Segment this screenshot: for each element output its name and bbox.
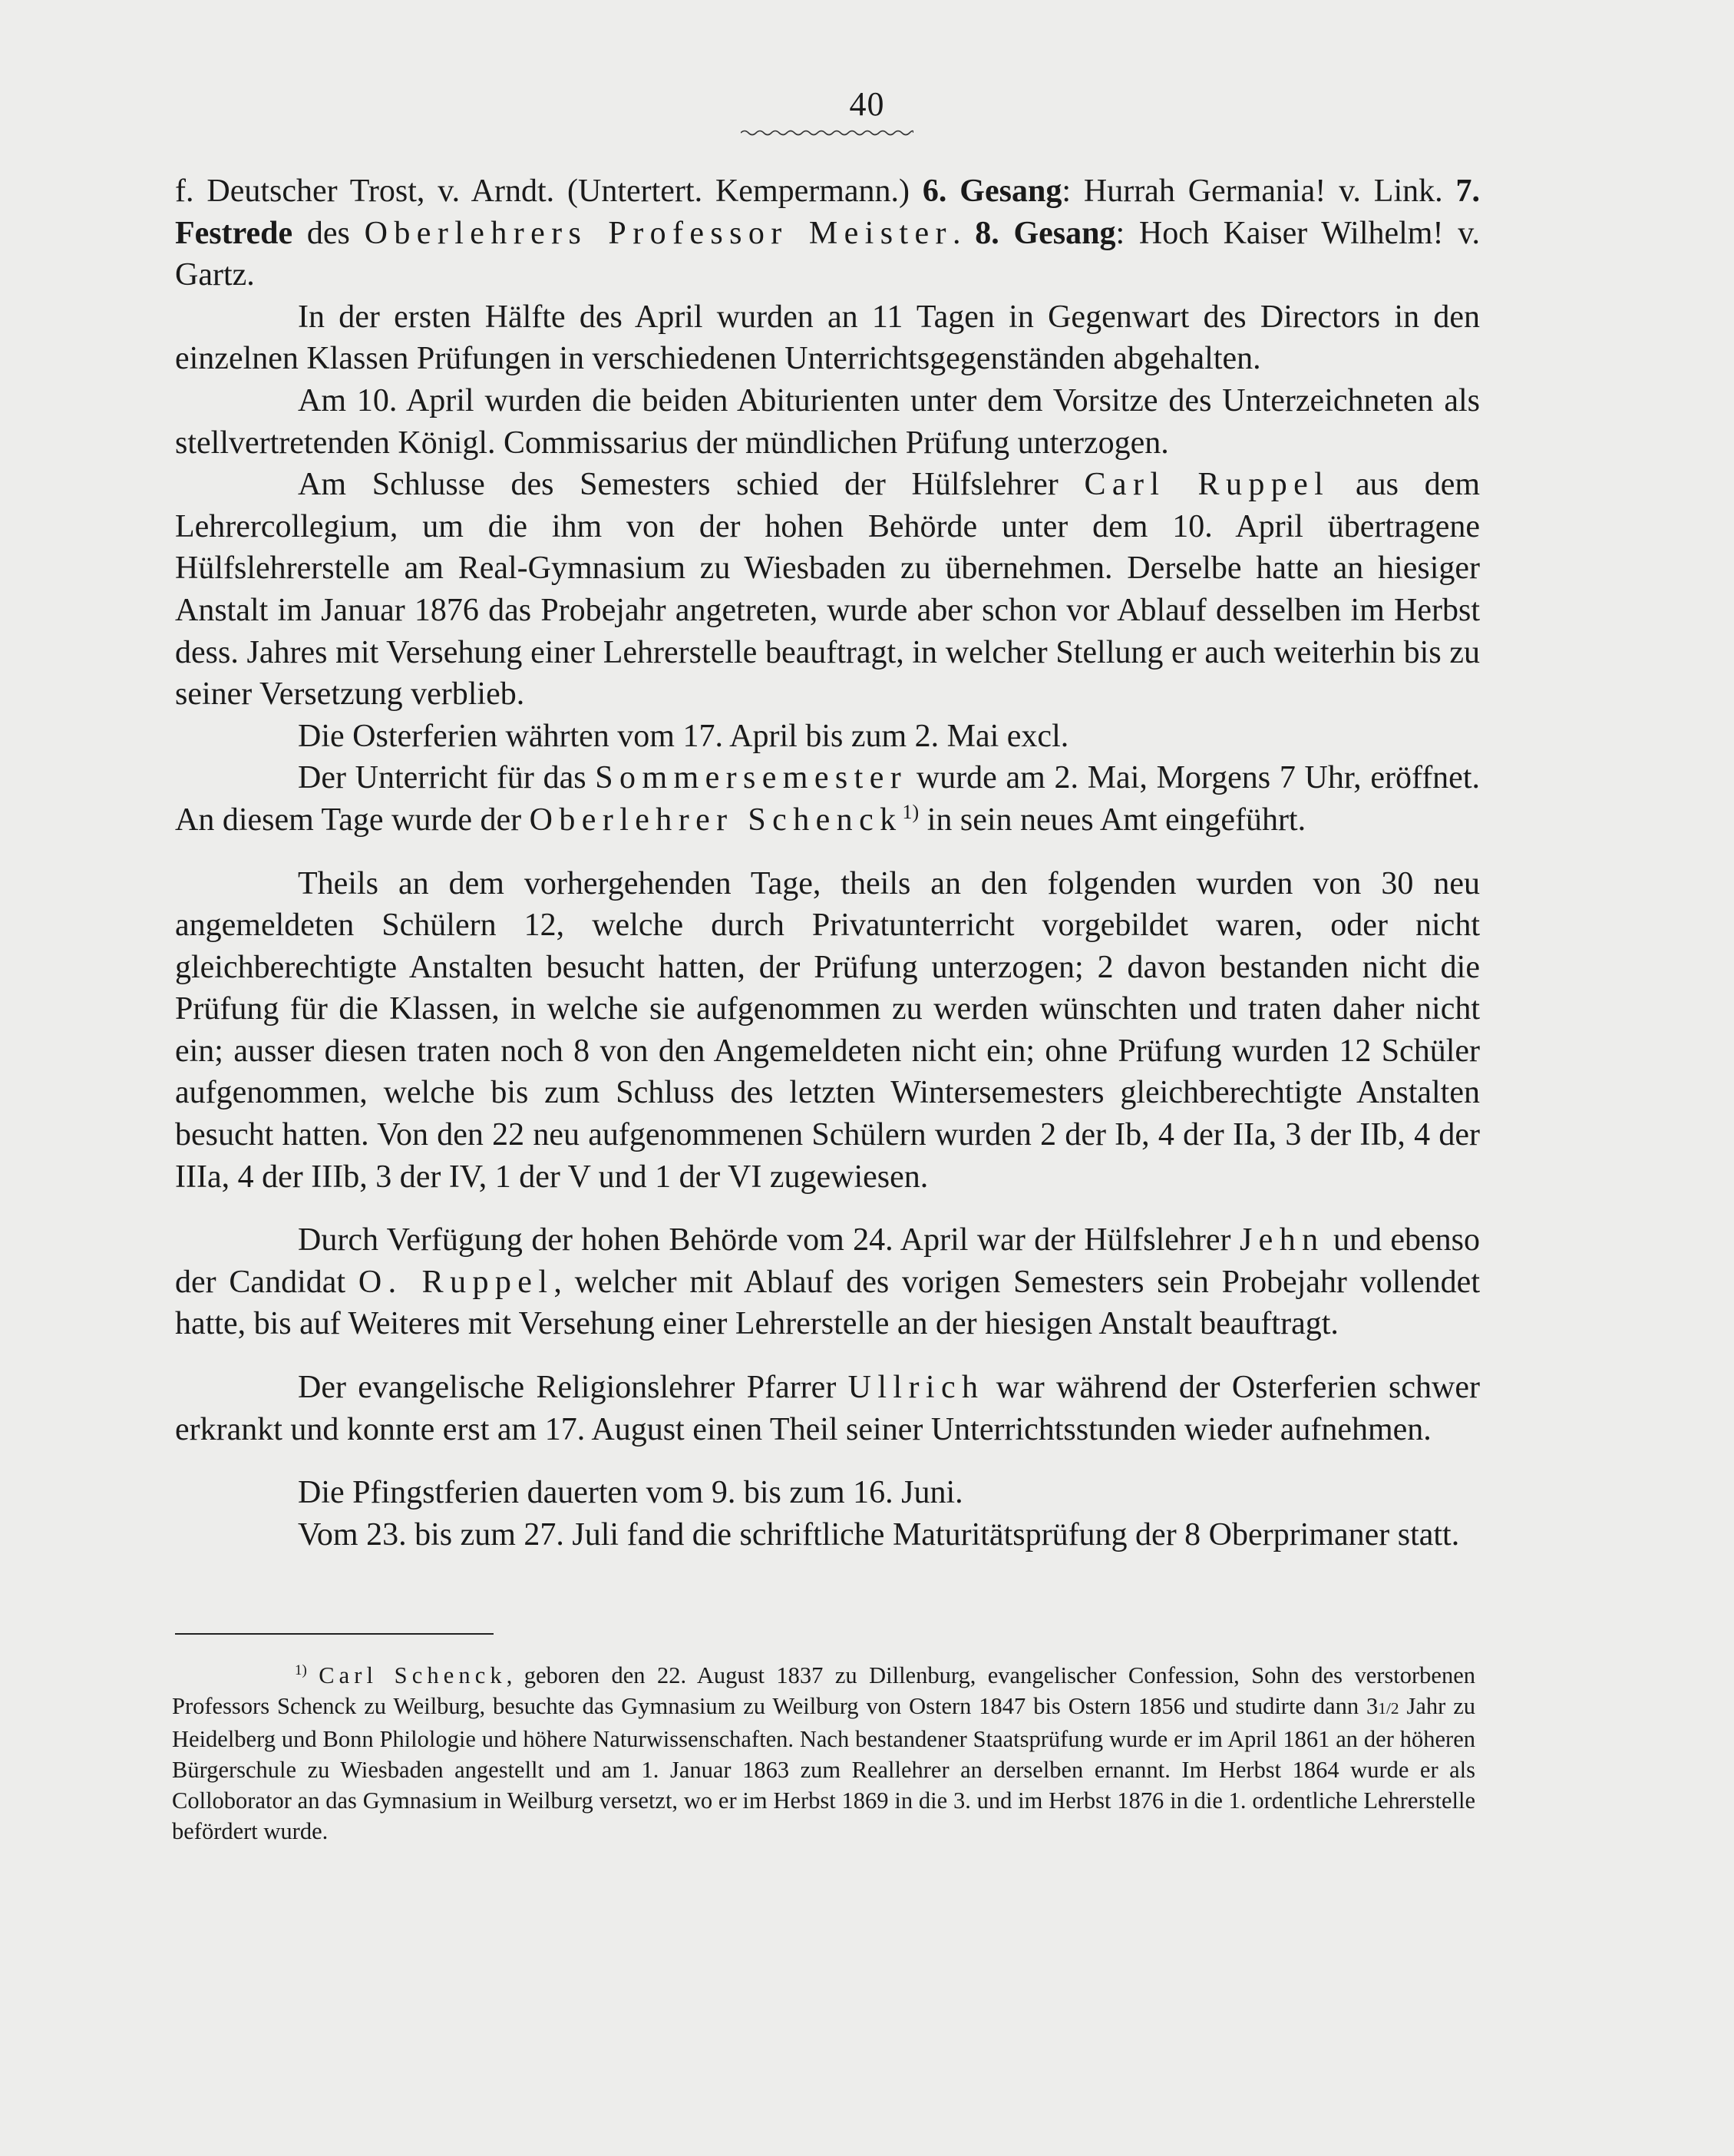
footnote-divider — [175, 1633, 494, 1635]
text-run: Der evangelische Religionslehrer Pfarrer — [298, 1370, 848, 1406]
text-run: war während der Osterferien schwer erkrankt und konnte erst am 17. August einen Theil seiner Unterrichtsstunden wieder aufnehmen. — [175, 1370, 1480, 1447]
text-run: Jahr zu Heidelberg und Bonn Philologie und höhere Naturwissenschaften. Nach bestandener Staatsprüfung wurde er im April 1861 an der höheren Bürgerschule zu Wiesbaden angestellt und am 1. Januar 1863 zum Reallehrer an derselben ernannt. Im Herbst 1864 wurde er als Colloborator an das Gymnasium in Weilburg versetzt, wo er im Herbst 1869 in die 3. und im Herbst 1876 in die 1. ordentliche Lehrerstelle befördert wurde. — [172, 1693, 1475, 1844]
bold-text: 6. Gesang — [922, 174, 1062, 209]
paragraph — [175, 1219, 1480, 1345]
bold-text: 7. Festrede — [175, 174, 1481, 251]
text-run: und ebenso der Candidat — [175, 1222, 1480, 1300]
paragraph — [175, 380, 1480, 464]
spaced-name: Jehn — [1239, 1222, 1325, 1258]
text-run: Vom 23. bis zum 27. Juli fand die schriftliche Maturitätsprüfung der 8 Oberprimaner statt. — [298, 1516, 1460, 1553]
bold-text: 8. Gesang — [975, 215, 1116, 251]
main-text — [175, 170, 1480, 1556]
text-run — [307, 1662, 319, 1688]
text-run: , welcher mit Ablauf des vorigen Semesters sein Probejahr vollendet hatte, bis auf Weiteres mit Versehung einer Lehrerstelle an der hiesigen Anstalt beauftragt. — [175, 1264, 1480, 1342]
footnote-marker: 1) — [295, 1662, 307, 1678]
spaced-name: Carl Ruppel — [1084, 467, 1330, 503]
spaced-name: Oberlehrer Schenck — [529, 802, 903, 838]
text-run: f. Deutscher Trost, v. Arndt. (Untertert. Kempermann.) — [175, 174, 923, 209]
paragraph — [175, 170, 1480, 296]
text-run: Der Unterricht für das — [298, 760, 596, 796]
footnote — [172, 1660, 1475, 1847]
text-run: aus dem Lehrercollegium, um die ihm von der hohen Behörde unter dem 10. April übertragene Hülfslehrerstelle am Real-Gymnasium zu Wiesbaden zu übernehmen. Derselbe hatte an hiesiger Anstalt im Januar 1876 das Probejahr angetreten, wurde aber schon vor Ablauf desselben im Herbst dess. Jahres mit Versehung einer Lehrerstelle beauftragt, in welcher Stellung er auch weiterhin bis zu seiner Versetzung verblieb. — [175, 467, 1480, 713]
paragraph — [175, 464, 1480, 716]
text-run: des — [292, 215, 365, 251]
text-run: in sein neues Amt eingeführt. — [919, 802, 1306, 838]
text-run: Die Pfingstferien dauerten vom 9. bis zum 16. Juni. — [298, 1475, 963, 1511]
paragraph — [175, 757, 1480, 841]
text-run: Am Schlusse des Semesters schied der Hülfslehrer — [298, 467, 1085, 503]
spaced-name: O. Ruppel — [358, 1264, 554, 1300]
page-number: 40 — [849, 85, 885, 123]
spaced-name: Carl Schenck — [319, 1662, 507, 1688]
text-run: . — [952, 215, 976, 251]
spaced-name: Ullrich — [847, 1370, 985, 1406]
footnote-marker: 1) — [902, 800, 920, 823]
spaced-name: Oberlehrers Professor Meister — [364, 215, 953, 251]
text-run: wurde am 2. Mai, Morgens 7 Uhr, eröffnet. An diesem Tage wurde der — [175, 760, 1480, 838]
text-run: : Hurrah Germania! v. Link. — [1062, 174, 1456, 209]
paragraph — [175, 716, 1480, 758]
paragraph — [175, 863, 1480, 1199]
fraction: 1/2 — [1378, 1699, 1399, 1718]
text-run: : Hoch Kaiser Wilhelm! v. Gartz. — [175, 215, 1480, 293]
footnotes — [172, 1660, 1475, 1847]
text-run: Durch Verfügung der hohen Behörde vom 24. April war der Hülfslehrer — [298, 1222, 1240, 1258]
paragraph — [175, 1514, 1480, 1556]
text-run: , geboren den 22. August 1837 zu Dillenburg, evangelischer Confession, Sohn des verstorbenen Professors Schenck zu Weilburg, besuchte das Gymnasium zu Weilburg von Ostern 1847 bis Ostern 1856 und studirte dann 3 — [172, 1662, 1475, 1719]
text-run: Am 10. April wurden die beiden Abiturienten unter dem Vorsitze des Unterzeichneten als stellvertretenden Königl. Commissarius der mündlichen Prüfung unterzogen. — [175, 382, 1480, 461]
paragraph — [175, 1367, 1480, 1450]
decorative-wavy-rule — [741, 129, 913, 137]
text-run: Theils an dem vorhergehenden Tage, theils an den folgenden wurden von 30 neu angemeldeten Schülern 12, welche durch Privatunterricht vorgebildet waren, oder nicht gleichberechtigte Anstalten besucht hatten, der Prüfung unterzogen; 2 davon bestanden nicht die Prüfung für die Klassen, in welche sie aufgenommen zu werden wünschten und traten daher nicht ein; ausser diesen traten noch 8 von den Angemeldeten nicht ein; ohne Prüfung wurden 12 Schüler aufgenommen, welche bis zum Schluss des letzten Wintersemesters gleichberechtigte Anstalten besucht hatten. Von den 22 neu aufgenommenen Schülern wurden 2 der Ib, 4 der IIa, 3 der IIb, 4 der IIIa, 4 der IIIb, 3 der IV, 1 der V und 1 der VI zugewiesen. — [175, 865, 1480, 1195]
paragraph — [175, 1472, 1480, 1514]
page-header — [0, 86, 1734, 123]
paragraph — [175, 296, 1480, 380]
spaced-name: Sommersemester — [595, 760, 908, 796]
text-run: In der ersten Hälfte des April wurden an 11 Tagen in Gegenwart des Directors in den einzelnen Klassen Prüfungen in verschiedenen Unterrichtsgegenständen abgehalten. — [175, 299, 1480, 377]
text-run: Die Osterferien währten vom 17. April bis zum 2. Mai excl. — [298, 718, 1069, 754]
